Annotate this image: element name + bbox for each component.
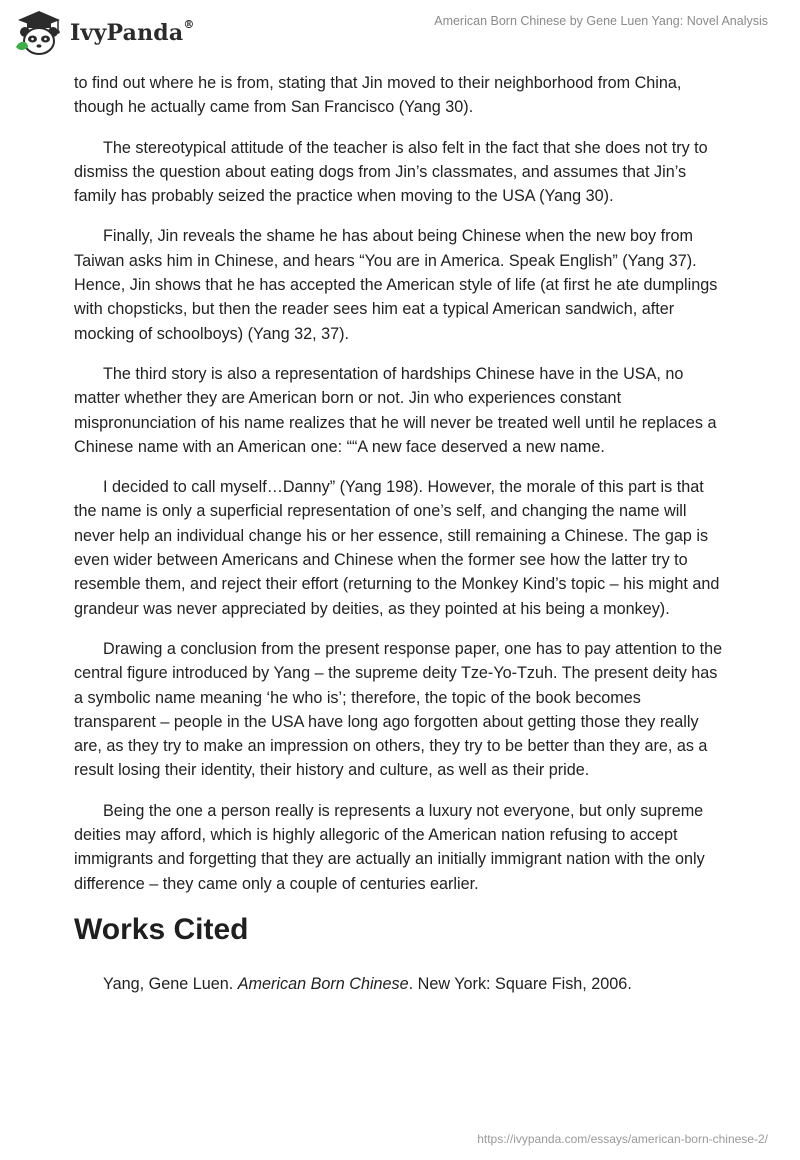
paragraph: Being the one a person really is represents a luxury not everyone, but only supreme deities may afford, which is highly allegoric of the American nation refusing to accept immigrants and forgetting that they are actually an initially immigrant nation with the only difference – they came only a couple of centuries earlier. [74,801,705,893]
citation-entry: Yang, Gene Luen. American Born Chinese. New York: Square Fish, 2006. [103,974,632,993]
paragraph: The stereotypical attitude of the teacher is also felt in the fact that she does not try to dismiss the question about eating dogs from Jin’s classmates, and assumes that Jin’s family has probably seized the practice when moving to the USA (Yang 30). [74,138,708,206]
logo[interactable] [14,8,195,58]
paragraph: I decided to call myself…Danny” (Yang 198). However, the morale of this part is that the name is only a superficial representation of one’s self, and changing the name will never help an individual change his or her essence, still remaining a Chinese. The gap is even wider between Americans and Chinese when the former see how the latter try to resemble them, and reject their effort (returning to the Monkey Kind’s topic – his might and grandeur was never appreciated by deities, as they pointed at his being a monkey). [74,478,720,618]
citation-book-title: American Born Chinese [237,974,409,993]
panda-logo-icon [14,9,64,57]
page-header [0,0,800,70]
paragraph: Drawing a conclusion from the present response paper, one has to pay attention to the central figure introduced by Yang – the supreme deity Tze-Yo-Tzuh. The present deity has a symbolic name meaning ‘he who is’; therefore, the topic of the book becomes transparent – people in the USA have long ago forgotten about getting those they really are, as they try to make an impression on others, they try to be better than they are, as a result losing their identity, their history and culture, as well as their pride. [74,639,723,780]
logo-text: IvyPanda® [70,18,195,46]
paragraph: Finally, Jin reveals the shame he has about being Chinese when the new boy from Taiwan asks him in Chinese, and hears “You are in America. Speak English” (Yang 37). Hence, Jin shows that he has accepted the American style of life (at first he ate dumplings with chopsticks, but then the reader sees him eat a typical American sandwich, after mocking of schoolboys) (Yang 32, 37). [74,227,718,343]
paragraph: The third story is also a representation of hardships Chinese have in the USA, no matter whether they are American born or not. Jin who experiences constant mispronunciation of his name realizes that he will never be treated well until he replaces a Chinese name with an American one: ““A new face deserved a new name. [74,364,717,456]
essay-body [74,71,726,996]
document-title: American Born Chinese by Gene Luen Yang: Novel Analysis [434,14,768,28]
source-url[interactable]: https://ivypanda.com/essays/american-born-chinese-2/ [477,1132,768,1146]
paragraph: to find out where he is from, stating that Jin moved to their neighborhood from China, though he actually came from San Francisco (Yang 30). [74,74,682,117]
works-cited-heading: Works Cited [74,912,249,946]
